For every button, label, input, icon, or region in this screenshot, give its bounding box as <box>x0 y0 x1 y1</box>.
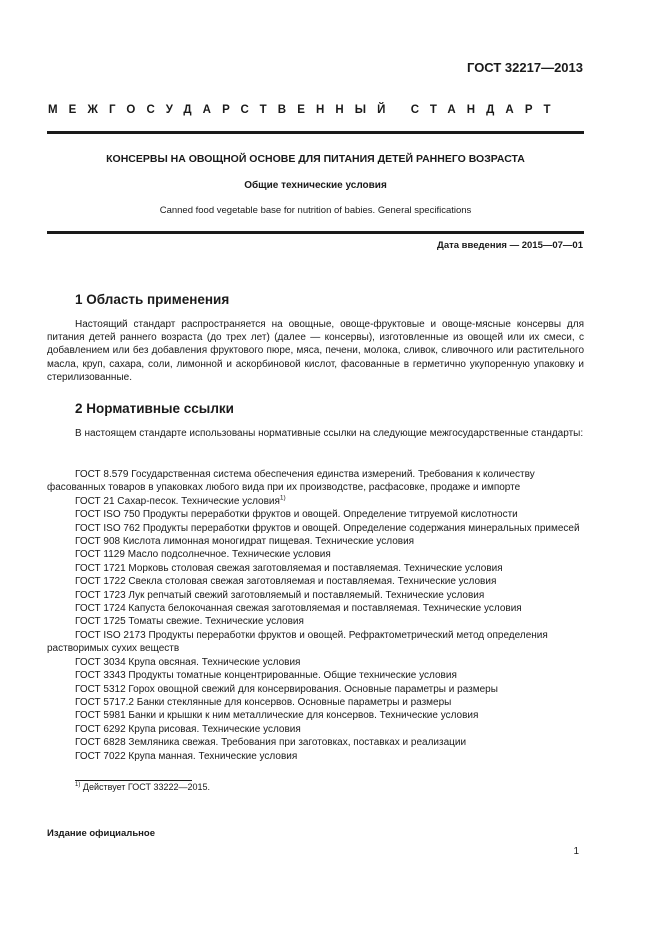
section-1-text <box>47 318 584 384</box>
reference-item: ГОСТ 1722 Свекла столовая свежая заготовляемая и поставляемая. Технические условия <box>75 576 497 588</box>
references-intro: В настоящем стандарте использованы нормативные ссылки на следующие межгосударственные стандарты: <box>75 428 584 439</box>
reference-item: ГОСТ 1129 Масло подсолнечное. Технические условия <box>75 549 331 561</box>
document-subtitle: Общие технические условия <box>244 180 387 191</box>
english-title: Canned food vegetable base for nutrition of babies. General specifications <box>159 205 472 216</box>
reference-item: ГОСТ 1724 Капуста белокочанная свежая заготовляемая и поставляемая. Технические условия <box>75 603 522 615</box>
reference-item: ГОСТ 7022 Крупа манная. Технические условия <box>75 750 298 762</box>
reference-item: ГОСТ 1723 Лук репчатый свежий заготовляемый и поставляемый. Технические условия <box>75 589 485 601</box>
title-rule <box>47 231 584 234</box>
reference-item: ГОСТ ISO 762 Продукты переработки фруктов и овощей. Определение содержания минеральных примесей <box>75 522 580 534</box>
footnote-text: Действует ГОСТ 33222—2015. <box>82 782 211 792</box>
section-2-intro <box>47 427 584 440</box>
official-edition-label: Издание официальное <box>47 828 155 839</box>
reference-item: ГОСТ 5312 Горох овощной свежий для консервирования. Основные параметры и размеры <box>75 683 498 695</box>
reference-item: ГОСТ 5981 Банки и крышки к ним металлические для консервов. Технические условия <box>75 710 479 722</box>
reference-item: ГОСТ 3034 Крупа овсяная. Технические условия <box>75 656 301 668</box>
reference-item: ГОСТ 908 Кислота лимонная моногидрат пищевая. Технические условия <box>75 536 415 548</box>
footnote-number: 1) <box>75 782 81 788</box>
reference-item: ГОСТ 3343 Продукты томатные концентрированные. Общие технические условия <box>75 670 457 682</box>
reference-item: ГОСТ ISO 750 Продукты переработки фруктов и овощей. Определение титруемой кислотности <box>75 509 518 521</box>
reference-item: ГОСТ 6292 Крупа рисовая. Технические условия <box>75 723 301 735</box>
header-rule <box>47 131 584 134</box>
reference-item: ГОСТ 1721 Морковь столовая свежая заготовляемая и поставляемая. Технические условия <box>75 562 503 574</box>
reference-item: ГОСТ 6828 Земляника свежая. Требования при заготовках, поставках и реализации <box>75 737 467 749</box>
reference-item: ГОСТ 5717.2 Банки стеклянные для консервов. Основные параметры и размеры <box>75 696 452 708</box>
document-title: КОНСЕРВЫ НА ОВОЩНОЙ ОСНОВЕ ДЛЯ ПИТАНИЯ ДЕТЕЙ РАННЕГО ВОЗРАСТА <box>106 153 525 165</box>
page-number: 1 <box>573 846 579 857</box>
footnote-rule <box>75 780 192 781</box>
footnote <box>75 782 210 792</box>
section-2-heading: 2 Нормативные ссылки <box>75 401 234 416</box>
reference-item: ГОСТ 21 Сахар-песок. Технические условия$^{1)}$ <box>75 494 286 507</box>
interstate-standard-heading: МЕЖГОСУДАРСТВЕННЫЙ СТАНДАРТ <box>48 104 562 116</box>
reference-item: ГОСТ 8.579 Государственная система обеспечения единства измерений. Требования к количеству фасованных товаров в упаковках любого вида при их производстве, расфасовке, продаже и импорте <box>47 469 535 494</box>
footnote-mark: 1) <box>279 494 286 502</box>
reference-item: ГОСТ ISO 2173 Продукты переработки фруктов и овощей. Рефрактометрический метод определения растворимых сухих веществ <box>47 629 548 655</box>
section-1-heading: 1 Область применения <box>75 292 230 307</box>
introduction-date: Дата введения — 2015—07—01 <box>437 240 583 251</box>
gost-number: ГОСТ 32217—2013 <box>467 60 583 75</box>
references-list <box>47 468 584 763</box>
scope-paragraph: Настоящий стандарт распространяется на овощные, овоще-фруктовые и овоще-мясные консервы для питания детей раннего возраста (до трех лет) (далее — консервы), изготовленные из овощей или их смеси, с добавлением или без добавления фруктового пюре, мяса, печени, молока, сливок, сливочного или растительного масла, круп, сахара, соли, лимонной и аскорбиновой кислот, фасованные в герметично укупоренную упаковку и стерилизованные. <box>47 319 584 383</box>
reference-item: ГОСТ 1725 Томаты свежие. Технические условия <box>75 616 304 628</box>
